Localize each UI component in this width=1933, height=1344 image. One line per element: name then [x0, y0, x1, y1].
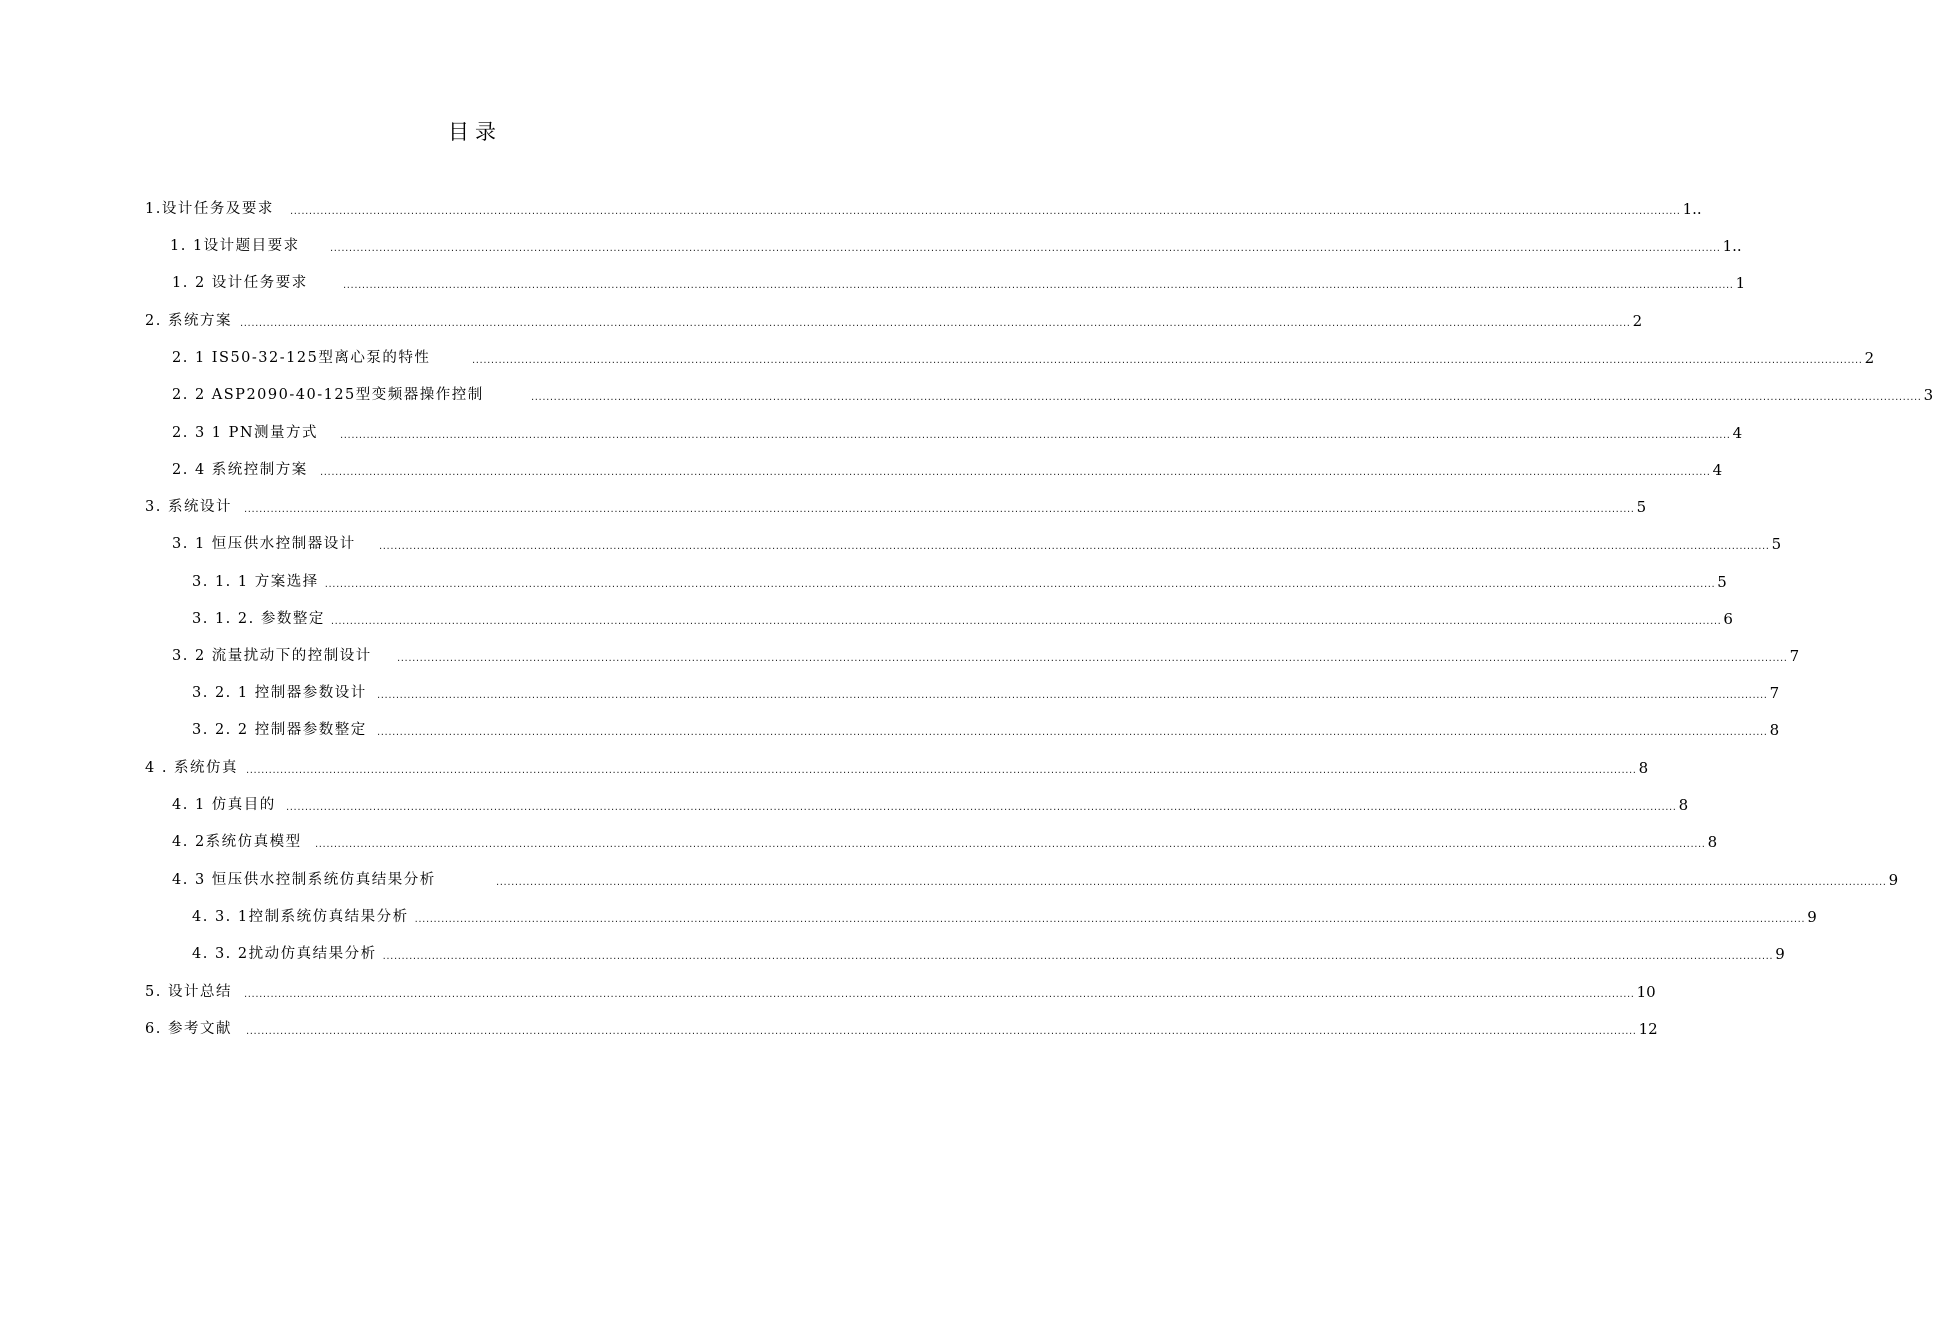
toc-dot-leader: ................................................................................................................................................................................................................................................................................................................................................................................ [315, 839, 1706, 850]
toc-entry[interactable] [192, 942, 1785, 966]
toc-entry-page-number: 5 [1771, 535, 1782, 553]
toc-entry[interactable] [172, 830, 1718, 854]
toc-dot-leader: ................................................................................................................................................................................................................................................................................................................................................................................ [290, 206, 1681, 217]
toc-entry-label: 2. 3 1 PN测量方式 [172, 425, 319, 441]
toc-entry-page-number: 3 [1923, 386, 1933, 404]
toc-entry-page-number: 6 [1723, 610, 1733, 628]
toc-entry-page-number: 8 [1769, 721, 1780, 739]
toc-dot-leader: ................................................................................................................................................................................................................................................................................................................................................................................ [531, 392, 1922, 403]
toc-entry-label: 4. 3. 1控制系统仿真结果分析 [192, 909, 409, 925]
toc-dot-leader: ................................................................................................................................................................................................................................................................................................................................................................................ [414, 914, 1806, 925]
toc-entry-label: 4. 2系统仿真模型 [172, 834, 302, 850]
toc-dot-leader: ................................................................................................................................................................................................................................................................................................................................................................................ [246, 1026, 1637, 1037]
toc-dot-leader: ................................................................................................................................................................................................................................................................................................................................................................................ [330, 243, 1721, 254]
toc-entry-label: 1.设计任务及要求 [145, 201, 274, 217]
toc-dot-leader: ................................................................................................................................................................................................................................................................................................................................................................................ [324, 579, 1716, 590]
toc-entry-label: 3. 2. 2 控制器参数整定 [192, 722, 367, 738]
toc-entry[interactable] [170, 234, 1742, 258]
toc-dot-leader: ................................................................................................................................................................................................................................................................................................................................................................................ [382, 951, 1774, 962]
toc-entry-page-number: 5 [1636, 498, 1647, 516]
toc-entry[interactable] [192, 905, 1817, 929]
toc-entry[interactable] [145, 1017, 1658, 1041]
toc-entry-page-number: 8 [1678, 796, 1689, 814]
toc-dot-leader: ................................................................................................................................................................................................................................................................................................................................................................................ [472, 355, 1863, 366]
toc-entry-page-number: 8 [1707, 833, 1718, 851]
toc-entry-label: 3. 2. 1 控制器参数设计 [192, 685, 367, 701]
toc-dot-leader: ................................................................................................................................................................................................................................................................................................................................................................................ [397, 653, 1788, 664]
toc-entry-label: 2. 2 ASP2090-40-125型变频器操作控制 [172, 387, 484, 403]
toc-dot-leader: ................................................................................................................................................................................................................................................................................................................................................................................ [286, 802, 1677, 813]
toc-entry[interactable] [172, 383, 1933, 407]
toc-entry-label: 4 . 系统仿真 [145, 760, 239, 776]
toc-entry[interactable] [172, 644, 1800, 668]
toc-entry-page-number: 12 [1638, 1020, 1658, 1038]
toc-entry[interactable] [145, 756, 1649, 780]
toc-entry-page-number: 5 [1717, 573, 1727, 591]
toc-entry-page-number: 8 [1638, 759, 1649, 777]
toc-entry[interactable] [172, 793, 1689, 817]
toc-entry-page-number: 4 [1732, 424, 1743, 442]
toc-entry[interactable] [192, 570, 1727, 594]
toc-entry-label: 5. 设计总结 [145, 984, 232, 1000]
toc-entry[interactable] [172, 458, 1723, 482]
toc-entry[interactable] [145, 197, 1702, 221]
toc-entry[interactable] [192, 681, 1780, 705]
toc-entry-label: 3. 1 恒压供水控制器设计 [172, 536, 356, 552]
toc-entry-label: 3. 2 流量扰动下的控制设计 [172, 648, 372, 664]
toc-entry[interactable] [172, 346, 1875, 370]
toc-entry-label: 3. 1. 2. 参数整定 [192, 611, 325, 627]
toc-dot-leader: ................................................................................................................................................................................................................................................................................................................................................................................ [377, 727, 1768, 738]
toc-entry-label: 2. 系统方案 [145, 313, 232, 329]
toc-entry-page-number: 9 [1775, 945, 1785, 963]
toc-entry-page-number: 1 [1735, 274, 1746, 292]
toc-entry[interactable] [192, 607, 1733, 631]
toc-entry-label: 1. 2 设计任务要求 [172, 275, 308, 291]
toc-entry-label: 6. 参考文献 [145, 1021, 232, 1037]
toc-entry-page-number: 10 [1636, 983, 1656, 1001]
toc-entry-label: 2. 4 系统控制方案 [172, 462, 308, 478]
toc-entry[interactable] [145, 980, 1656, 1004]
toc-title: 目录 [448, 120, 502, 144]
toc-entry-page-number: 7 [1789, 647, 1800, 665]
toc-entry[interactable] [172, 532, 1782, 556]
toc-dot-leader: ................................................................................................................................................................................................................................................................................................................................................................................ [340, 430, 1731, 441]
toc-entry-page-number: 2 [1864, 349, 1875, 367]
toc-dot-leader: ................................................................................................................................................................................................................................................................................................................................................................................ [240, 318, 1631, 329]
toc-entry[interactable] [172, 868, 1899, 892]
toc-entry-page-number: 7 [1769, 684, 1780, 702]
toc-dot-leader: ................................................................................................................................................................................................................................................................................................................................................................................ [377, 690, 1768, 701]
toc-dot-leader: ................................................................................................................................................................................................................................................................................................................................................................................ [496, 877, 1887, 888]
toc-entry[interactable] [145, 495, 1647, 519]
toc-entry-label: 2. 1 IS50-32-125型离心泵的特性 [172, 350, 431, 366]
toc-entry-page-number: 1.. [1682, 200, 1702, 218]
toc-entry[interactable] [172, 421, 1743, 445]
toc-entry[interactable] [192, 718, 1780, 742]
toc-dot-leader: ................................................................................................................................................................................................................................................................................................................................................................................ [330, 616, 1722, 627]
toc-entry-page-number: 4 [1712, 461, 1723, 479]
toc-entry-page-number: 2 [1632, 312, 1643, 330]
toc-entry-label: 3. 系统设计 [145, 499, 232, 515]
toc-dot-leader: ................................................................................................................................................................................................................................................................................................................................................................................ [244, 504, 1635, 515]
toc-dot-leader: ................................................................................................................................................................................................................................................................................................................................................................................ [379, 541, 1770, 552]
toc-entry-page-number: 1.. [1722, 237, 1742, 255]
toc-entry[interactable] [145, 309, 1643, 333]
toc-entry-page-number: 9 [1807, 908, 1817, 926]
toc-entry[interactable] [172, 271, 1746, 295]
toc-entry-label: 4. 1 仿真目的 [172, 797, 276, 813]
toc-entry-label: 3. 1. 1 方案选择 [192, 574, 319, 590]
toc-entry-label: 4. 3. 2扰动仿真结果分析 [192, 946, 377, 962]
toc-dot-leader: ................................................................................................................................................................................................................................................................................................................................................................................ [244, 989, 1635, 1000]
toc-entry-page-number: 9 [1888, 871, 1899, 889]
toc-entry-label: 4. 3 恒压供水控制系统仿真结果分析 [172, 872, 436, 888]
toc-entry-label: 1. 1设计题目要求 [170, 238, 300, 254]
toc-dot-leader: ................................................................................................................................................................................................................................................................................................................................................................................ [343, 280, 1734, 291]
toc-dot-leader: ................................................................................................................................................................................................................................................................................................................................................................................ [320, 467, 1711, 478]
toc-dot-leader: ................................................................................................................................................................................................................................................................................................................................................................................ [246, 765, 1637, 776]
